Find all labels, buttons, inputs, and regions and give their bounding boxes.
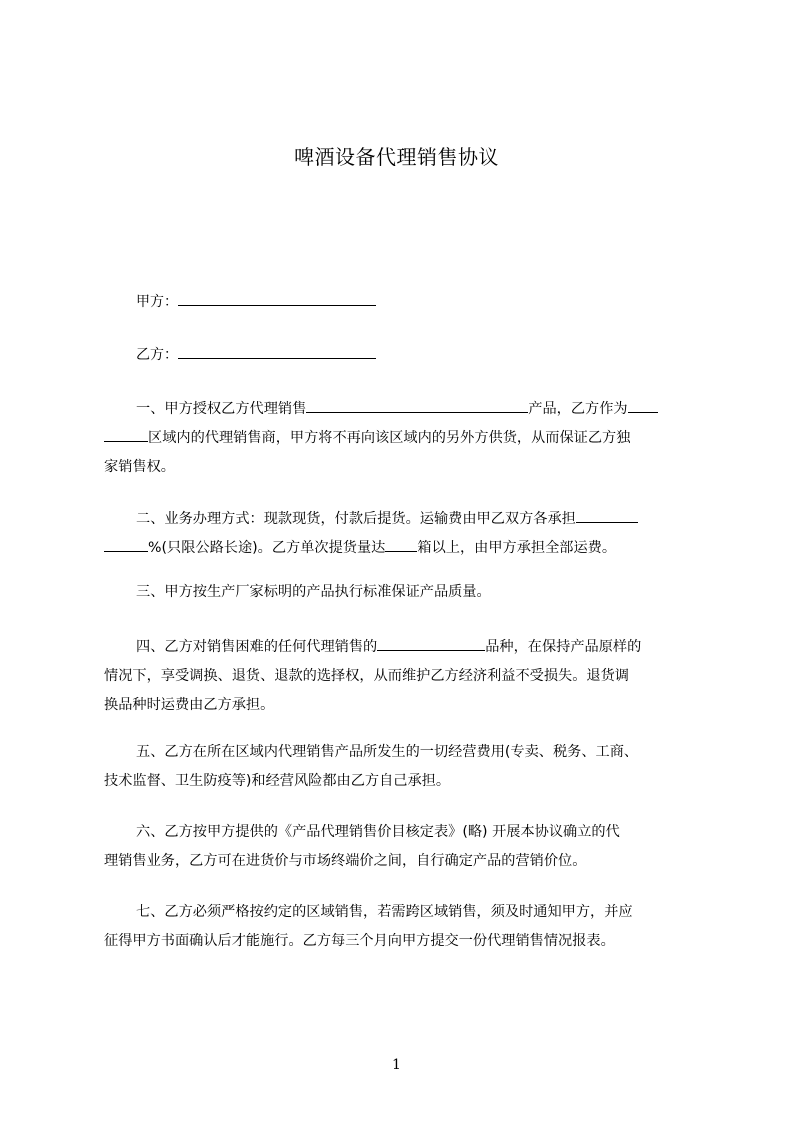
clause-line: 换品种时运费由乙方承担。	[104, 697, 275, 713]
box-quantity-blank	[385, 536, 417, 552]
party-a-field	[136, 291, 376, 312]
clause-line: 二、业务办理方式：现款现货，付款后提货。运输费由甲乙双方各承担	[104, 505, 700, 534]
clause-line: 情况下，享受调换、退货、退款的选择权，从而维护乙方经济利益不受损失。退货调	[104, 668, 629, 684]
clause-1	[104, 395, 700, 482]
clause-line: 技术监督、卫生防疫等)和经营风险都由乙方自己承担。	[104, 773, 451, 789]
freight-share-blank-cont	[104, 536, 148, 552]
clause-6	[104, 818, 700, 876]
clause-line: 三、甲方按生产厂家标明的产品执行标准保证产品质量。	[136, 584, 491, 600]
product-blank	[306, 397, 528, 413]
page-number: 1	[392, 1057, 401, 1073]
page-title: 啤酒设备代理销售协议	[294, 145, 499, 169]
party-b-blank	[178, 344, 376, 359]
clause-line: 一、甲方授权乙方代理销售 产品，乙方作为	[104, 395, 700, 424]
clause-line: 五、乙方在所在区域内代理销售产品所发生的一切经营费用(专卖、税务、工商、	[136, 744, 639, 760]
region-blank	[628, 397, 658, 413]
party-b-label: 乙方：	[136, 347, 178, 363]
freight-share-blank	[576, 507, 638, 523]
region-blank-cont	[104, 426, 148, 442]
clause-line: %(只限公路长途)。乙方单次提货量达 箱以上，由甲方承担全部运费。	[104, 534, 700, 563]
clause-line: 四、乙方对销售困难的任何代理销售的 品种，在保持产品原样的	[104, 633, 700, 662]
clause-3	[104, 578, 700, 607]
party-b-field	[136, 344, 376, 365]
clause-line: 七、乙方必须严格按约定的区域销售，若需跨区域销售，须及时通知甲方，并应	[136, 904, 633, 920]
party-a-blank	[178, 291, 376, 306]
clause-line: 征得甲方书面确认后才能施行。乙方每三个月向甲方提交一份代理销售情况报表。	[104, 933, 615, 949]
clause-line: 理销售业务，乙方可在进货价与市场终端价之间，自行确定产品的营销价位。	[104, 853, 587, 869]
party-a-label: 甲方：	[136, 294, 178, 310]
clause-line: 家销售权。	[104, 459, 175, 475]
clause-line: 区域内的代理销售商，甲方将不再向该区域内的另外方供货，从而保证乙方独	[104, 424, 700, 453]
variety-blank	[377, 635, 485, 651]
clause-5	[104, 738, 700, 796]
clause-7	[104, 898, 700, 956]
clause-4	[104, 633, 700, 720]
clause-line: 六、乙方按甲方提供的《产品代理销售价目核定表》(略) 开展本协议确立的代	[136, 824, 620, 840]
clause-2	[104, 505, 700, 563]
